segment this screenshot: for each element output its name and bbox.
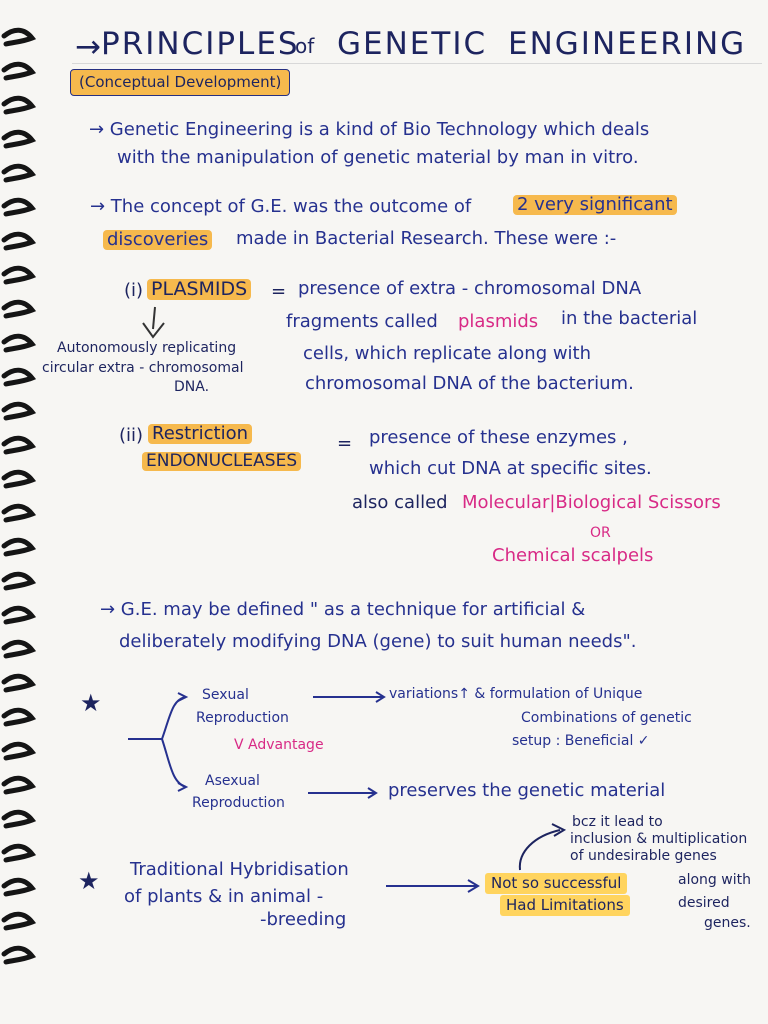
hybridisation-arrow-icon [386,875,486,897]
definition-line-1: → G.E. may be defined " as a technique for artificial & [100,599,586,620]
hybridisation-line-2: of plants & in animal - [124,886,324,907]
concept-line-2: made in Bacterial Research. These were :- [236,228,617,249]
hybridisation-line-1: Traditional Hybridisation [130,859,349,880]
plasmids-number: (i) [124,280,144,301]
restriction-number: (ii) [119,425,144,446]
intro-line-2: with the manipulation of genetic material by man in vitro. [117,147,639,168]
title-principles: PRINCIPLES [101,26,300,62]
concept-highlight-1: 2 very significant [513,195,677,215]
reproduction-star-icon: ★ [80,689,102,717]
sexual-result-3: setup : Beneficial ✓ [512,733,650,749]
restriction-also-called: also called [352,492,448,513]
hybridisation-up-arrow-icon [514,818,576,874]
title-engineering: ENGINEERING [508,26,747,62]
hybridisation-star-icon: ★ [78,867,100,895]
plasmids-desc-2a: fragments called [286,311,438,332]
sexual-result-1: variations↑ & formulation of Unique [389,686,643,702]
restriction-desc-2: which cut DNA at specific sites. [369,458,652,479]
restriction-label-2: ENDONUCLEASES [142,452,301,471]
title-underline [72,63,762,64]
hybridisation-result-2: Had Limitations [500,895,630,916]
sexual-result-2: Combinations of genetic [521,710,692,726]
intro-line-1: → Genetic Engineering is a kind of Bio Technology which deals [89,119,650,140]
plasmids-arrow-icon [139,305,169,341]
hybridisation-side-1: along with [678,872,751,888]
restriction-or: OR [590,525,611,541]
plasmids-desc-3: cells, which replicate along with [303,343,592,364]
hybridisation-result-1: Not so successful [485,873,627,894]
plasmids-keyword: plasmids [458,311,539,332]
sexual-label-1: Sexual [202,687,249,703]
sexual-label-2: Reproduction [196,710,289,726]
title-of: of [295,34,315,58]
title-arrow-icon: → [75,29,103,65]
hybridisation-reason-2: inclusion & multiplication [570,831,748,847]
hybridisation-reason-1: bcz it lead to [572,814,663,830]
plasmids-label: PLASMIDS [147,279,251,300]
asexual-label-1: Asexual [205,773,260,789]
hybridisation-side-2: desired [678,895,730,911]
sexual-advantage: V Advantage [234,737,324,753]
concept-highlight-2: discoveries [103,230,212,250]
plasmids-desc-4: chromosomal DNA of the bacterium. [305,373,634,394]
hybridisation-line-3: -breeding [260,909,347,930]
plasmids-note-2: circular extra - chromosomal [42,360,244,376]
asexual-result: preserves the genetic material [388,780,666,801]
restriction-desc-1: presence of these enzymes , [369,427,628,448]
hybridisation-side-3: genes. [704,915,751,931]
restriction-equals: = [337,433,353,454]
definition-line-2: deliberately modifying DNA (gene) to suit human needs". [119,631,637,652]
plasmids-note-1: Autonomously replicating [57,340,237,356]
restriction-label-1: Restriction [148,424,252,444]
concept-line-1: → The concept of G.E. was the outcome of [90,196,472,217]
restriction-scalpels: Chemical scalpels [492,545,654,566]
plasmids-desc-2c: in the bacterial [561,308,698,329]
spiral-binding [0,18,40,1018]
restriction-scissors: Molecular|Biological Scissors [462,492,721,513]
title-genetic: GENETIC [337,26,488,62]
asexual-label-2: Reproduction [192,795,285,811]
plasmids-desc-1: presence of extra - chromosomal DNA [298,278,642,299]
subtitle-conceptual-development: (Conceptual Development) [70,69,290,96]
plasmids-note-3: DNA. [174,379,210,395]
hybridisation-reason-3: of undesirable genes [570,848,717,864]
plasmids-equals: = [271,281,287,302]
